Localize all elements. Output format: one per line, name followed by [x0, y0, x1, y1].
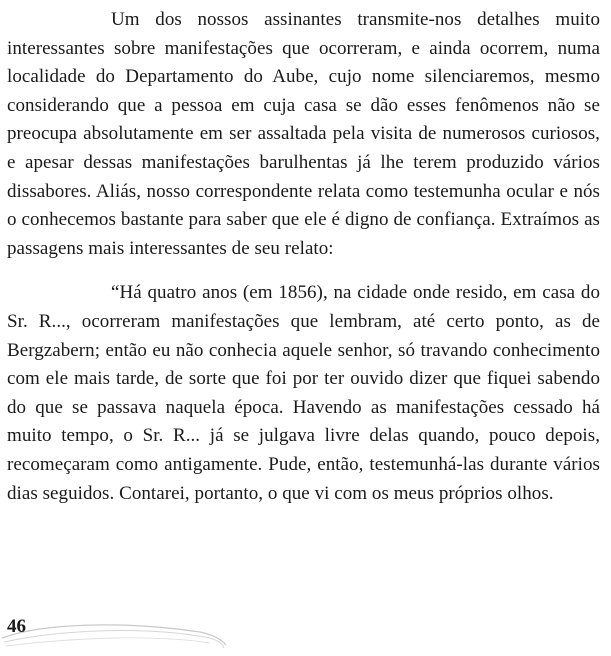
- body-paragraph-quote: “Há quatro anos (em 1856), na cidade onde resido, em casa do Sr. R..., ocorreram manifestações que lembram, até certo ponto, as de Bergzabern; então eu não conhecia aquele senhor, só travando conhecimento com ele mais tarde, de sorte que foi por ter ouvido dizer que fiquei sabendo do que se passava naquela época. Havendo as manifestações cessado há muito tempo, o Sr. R... já se julgava livre delas quando, pouco depois, recomeçaram como antigamente. Pude, então, testemunhá-las durante vários dias seguidos. Contarei, portanto, o que vi com os meus próprios olhos.: [7, 282, 600, 504]
- page-body: [7, 6, 600, 508]
- decorative-swoosh: [0, 618, 230, 656]
- body-paragraph-intro: Um dos nossos assinantes transmite-nos detalhes muito interessantes sobre manifestações que ocorreram, e ainda ocorrem, numa localidade do Departamento do Aube, cujo nome silenciaremos, mesmo considerando que a pessoa em cuja casa se dão esses fenômenos não se preocupa absolutamente em ser assaltada pela visita de numerosos curiosos, e apesar dessas manifestações barulhentas já lhe terem produzido vários dissabores. Aliás, nosso correspondente relata como testemunha ocular e nós o conhecemos bastante para saber que ele é digno de confiança. Extraímos as passagens mais interessantes de seu relato:: [7, 9, 600, 259]
- page-number: 46: [7, 616, 26, 637]
